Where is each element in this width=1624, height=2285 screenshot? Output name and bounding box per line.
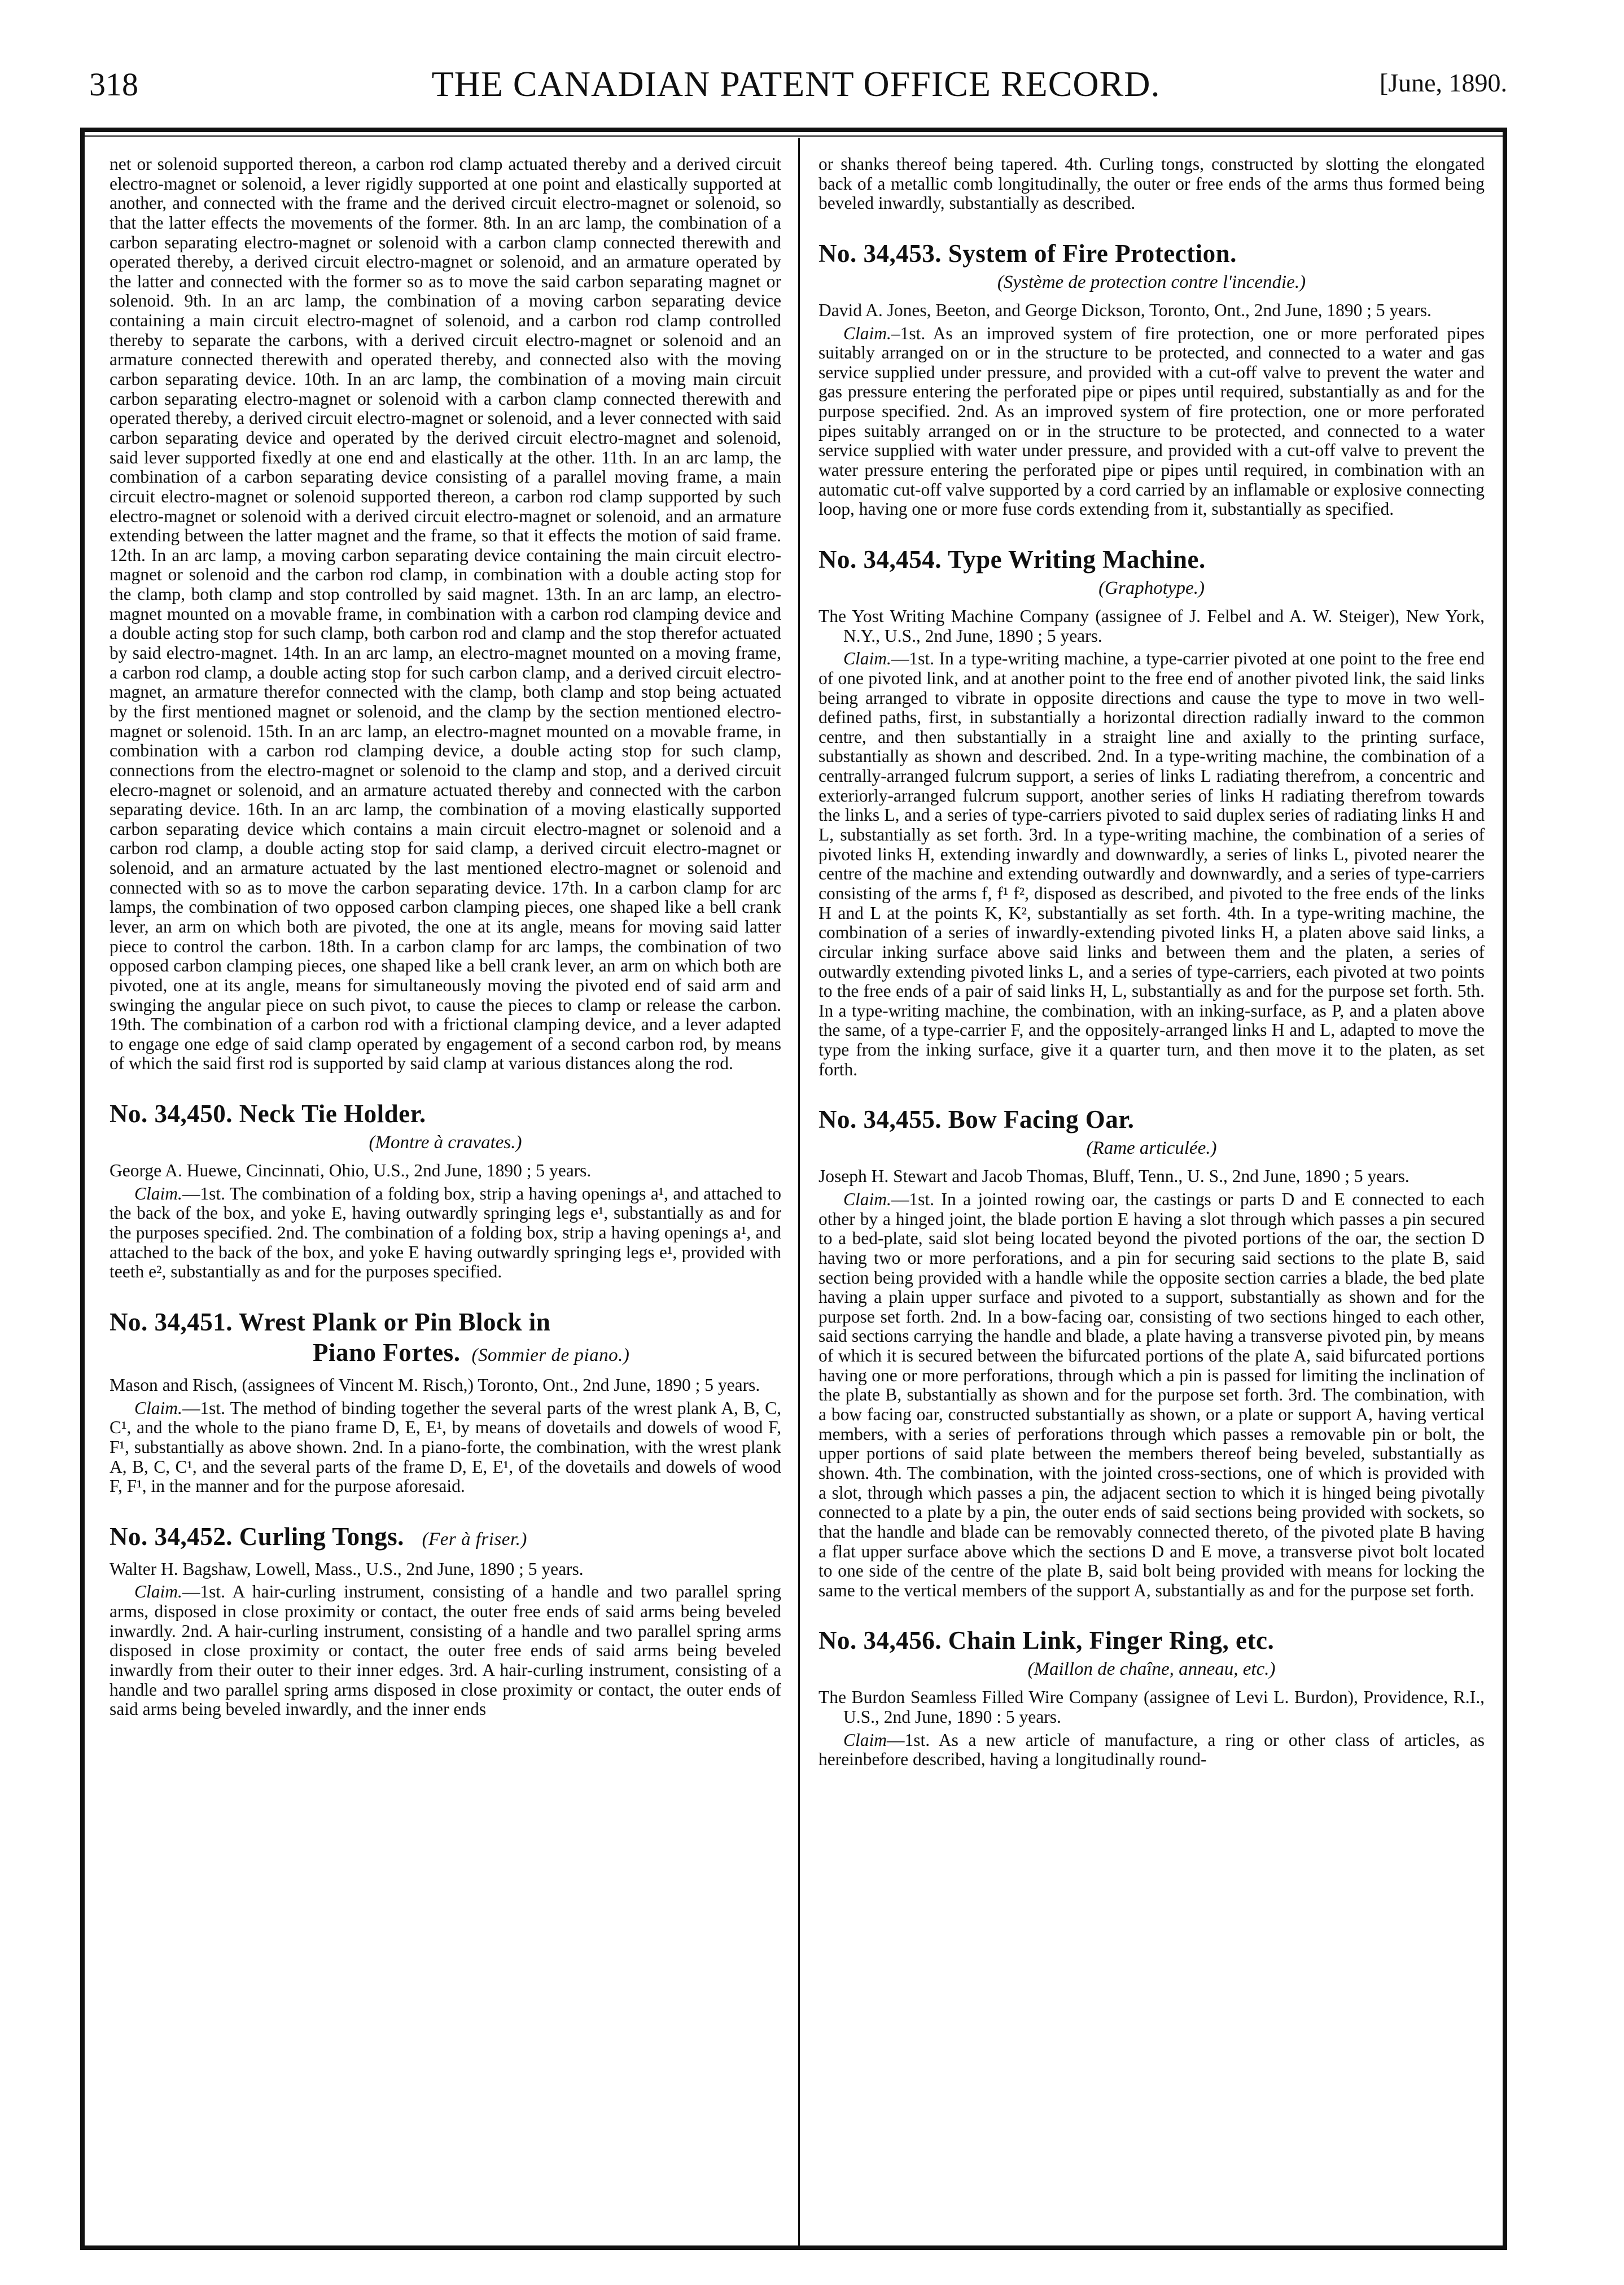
patent-title-line2: Piano Fortes. bbox=[313, 1338, 461, 1367]
french-title: (Sommier de piano.) bbox=[471, 1345, 630, 1365]
patentee: Mason and Risch, (assignees of Vincent M. Risch,) Toronto, Ont., 2nd June, 1890 ; 5 years. bbox=[110, 1374, 760, 1395]
continued-claims-text: net or solenoid supported thereon, a carbon rod clamp actuated thereby and a derived circuit electro-magnet or solenoid, a lever rigidly supported at one point and elastically supported at another, and connected with the frame and the derived circuit electro-magnet or solenoid, so that the latter effects the movements of the former. 8th. In an arc lamp, the combination of a carbon separating electro-magnet or solenoid with a carbon clamp connected therewith and operated thereby, a derived circuit electro-magnet or solenoid, and an armature operated by the latter and connected with the former so as to move the said carbon separating magnet or solenoid. 9th. In an arc lamp, the combination of a moving carbon separating device containing a main circuit electro-magnet of solenoid, and a carbon rod clamp controlled thereby to separate the carbons, with a derived circuit electro-magnet or solenoid and an armature connected therewith and operated thereby, and connected also with the moving carbon separating device. 10th. In an arc lamp, the combination of a moving main circuit carbon separating electro-magnet or solenoid with a carbon clamp connected therewith and operated thereby, a derived circuit electro-magnet or solenoid, and a lever connected with said carbon separating device and operated by the derived circuit electro-magnet and solenoid, said lever supported fixedly at one end and elastically at the other. 11th. In an arc lamp, the combination of a carbon separating device consisting of a parallel moving frame, a main circuit electro-magnet or solenoid supported thereon, a carbon rod clamp supported by such electro-magnet or solenoid with a derived circuit electro-magnet or solenoid, and an armature extending between the latter magnet and the frame, so that it effects the motion of said frame. 12th. In an arc lamp, a moving carbon separating device containing the main circuit electro-magnet or solenoid and the carbon rod clamp, in combination with a double acting stop for the clamp, both clamp and stop controlled by said magnet. 13th. In an arc lamp, an electro-magnet mounted on a movable frame, in combination with a carbon rod clamping device and a double acting stop for such clamp, both carbon rod and clamp and the stop therefor actuated by said electro-magnet. 14th. In an arc lamp, an electro-magnet mounted on a moving frame, a carbon rod clamp, a double acting stop for such carbon clamp, and a derived circuit electro-magnet, an armature therefor connected with the clamp, both clamp and stop being actuated by the first mentioned magnet or solenoid, and the clamp by the section mentioned electro-magnet or solenoid. 15th. In an arc lamp, an electro-magnet mounted on a movable frame, in combination with a carbon rod clamping device, a double acting stop for such clamp, connections from the electro-magnet or solenoid to the clamp and stop, and a derived circuit elecro-magnet or solenoid, and an armature actuated thereby and connected with the carbon separating device. 16th. In an arc lamp, the combination of a moving elastically supported carbon separating device which contains a main circuit electro-magnet or solenoid and a carbon rod clamp, a double acting stop for said clamp, a derived circuit electro-magnet or solenoid, and an armature actuated by the last mentioned electro-magnet or solenoid and connected with so as to move the carbon separating device. 17th. In a carbon clamp for arc lamps, the combination of two opposed carbon clamping pieces, one shaped like a bell crank lever, an arm on which both are pivoted, the one at its angle, means for moving said latter piece to control the carbon. 18th. In a carbon clamp for arc lamps, the combination of two opposed carbon clamping pieces, one shaped like a bell crank lever, an arm on which both are pivoted, one at its angle, means for simultaneously moving the pivoted end of said arm and swinging the angular piece on such pivot, to cause the pieces to clamp or release the carbon. 19th. The combination of a carbon rod with a frictional clamping device, and a lever adapted to engage one edge of said clamp operated by engagement of a second carbon rod, by means of which the said first rod is supported by said clamp at various distances along the rod. bbox=[110, 155, 781, 1074]
entry-heading bbox=[110, 1098, 781, 1129]
patent-entry bbox=[818, 1625, 1485, 1770]
claim-label: Claim. bbox=[134, 1183, 182, 1203]
french-title: (Système de protection contre l'incendie.) bbox=[997, 272, 1306, 292]
claim-text bbox=[818, 324, 1485, 519]
patent-number: No. 34,452. bbox=[110, 1522, 233, 1551]
patent-title: Wrest Plank or Pin Block in bbox=[238, 1307, 551, 1336]
claim-label: Claim bbox=[843, 1730, 887, 1750]
patent-title: Curling Tongs. bbox=[239, 1522, 404, 1551]
patent-number: No. 34,451. bbox=[110, 1307, 233, 1336]
patent-entry bbox=[818, 544, 1485, 1079]
patentee: Joseph H. Stewart and Jacob Thomas, Bluff, Tenn., U. S., 2nd June, 1890 ; 5 years. bbox=[818, 1166, 1409, 1187]
claim-label: Claim. bbox=[843, 1189, 891, 1209]
page-frame bbox=[80, 128, 1507, 2250]
patentee: The Yost Writing Machine Company (assignee of J. Felbel and A. W. Steiger), New York, N.Y., U.S., 2nd June, 1890 ; 5 years. bbox=[818, 606, 1485, 646]
claim-body: —1st. As a new article of manufacture, a ring or other class of articles, as hereinbefore described, having a longitudinally round- bbox=[818, 1730, 1485, 1770]
patent-title: Bow Facing Oar. bbox=[948, 1105, 1135, 1134]
french-title: (Fer à friser.) bbox=[422, 1529, 527, 1549]
patent-title: Chain Link, Finger Ring, etc. bbox=[948, 1626, 1275, 1655]
claim-text bbox=[110, 1582, 781, 1719]
claim-body: –1st. As an improved system of fire protection, one or more perforated pipes suitably arranged on or in the structure to be protected, and connected to a water and gas service supplied under pressure, and provided with a cut-off valve to prevent the water and gas pressure entering the perforated pipe or pipes until required, substantially as and for the purpose specified. 2nd. As an improved system of fire protection, one or more perforated pipes suitably arranged on or in the structure to be protected, and connected to a water service supplied with water under pressure, and provided with a cut-off valve to prevent the water pressure entering the perforated pipe or pipes until required, in combination with an automatic cut-off valve supported by a cord carried by an inflamable or explosive connecting loop, having one or more fuse cords extending from it, substantially as specified. bbox=[818, 323, 1485, 519]
french-title: (Maillon de chaîne, anneau, etc.) bbox=[1027, 1659, 1276, 1680]
claim-label: Claim. bbox=[843, 323, 891, 343]
patent-number: No. 34,453. bbox=[818, 239, 942, 268]
patentee: George A. Huewe, Cincinnati, Ohio, U.S., 2nd June, 1890 ; 5 years. bbox=[110, 1161, 592, 1181]
patent-title-continued bbox=[110, 1337, 781, 1368]
patent-title: Type Writing Machine. bbox=[947, 545, 1206, 574]
claim-text bbox=[818, 1731, 1485, 1770]
entry-heading bbox=[818, 238, 1485, 269]
journal-title: THE CANADIAN PATENT OFFICE RECORD. bbox=[431, 64, 1161, 104]
claim-body: —1st. In a type-writing machine, a type-carrier pivoted at one point to the free end of one pivoted link, and at another point to the free end of another pivoted link, the said links being arranged to vibrate in opposite directions and cause the type to move in two well-defined paths, first, in substantially a horizontal direction radially inward to the common centre, and then substantially in a straight line and axially to the printing surface, substantially as shown and described. 2nd. In a type-writing machine, the combination of a centrally-arranged fulcrum support, a series of links L radiating therefrom, a concentric and exteriorly-arranged fulcrum support, another series of links H radiating therefrom towards the links L, and a series of type-carriers pivoted to said duplex series of radiating links H and L, substantially as set forth. 3rd. In a type-writing machine, the combination of a series of pivoted links H, extending inwardly and downwardly, a series of links L, pivoted nearer the centre of the machine and extending outwardly and downwardly, and a series of type-carriers consisting of the arms f, f¹ f², disposed as described, and pivoted to the free ends of the links H and L at the points K, K², substantially as set forth. 4th. In a type-writing machine, the combination of a series of inwardly-extending pivoted links H, a platen above said links, a circular inking surface above said links and between them and the platen, a series of outwardly extending pivoted links L, and a series of type-carriers, each pivoted at two points to the free ends of a pair of said links H, L, substantially as and for the purpose set forth. 5th. In a type-writing machine, the combination, with an inking-surface, as P, and a platen above the same, of a type-carrier F, and the oppositely-arranged links H and L, adapted to move the type from the inking surface, give it a quarter turn, and then move it to the platen, as set forth. bbox=[818, 649, 1485, 1079]
patent-entry bbox=[818, 238, 1485, 519]
left-column bbox=[110, 155, 781, 2221]
patent-title: System of Fire Protection. bbox=[948, 239, 1237, 268]
claim-text bbox=[818, 1190, 1485, 1600]
patent-entry bbox=[110, 1307, 781, 1496]
page-number: 318 bbox=[89, 66, 138, 103]
entry-heading bbox=[818, 544, 1485, 575]
french-title: (Rame articulée.) bbox=[1086, 1138, 1217, 1159]
patent-number: No. 34,456. bbox=[818, 1626, 942, 1655]
claim-text bbox=[110, 1399, 781, 1496]
entry-heading bbox=[818, 1625, 1485, 1656]
claim-text bbox=[818, 649, 1485, 1079]
issue-date: [June, 1890. bbox=[1379, 68, 1507, 97]
entry-heading bbox=[110, 1521, 781, 1552]
claim-label: Claim. bbox=[134, 1398, 182, 1418]
claim-body: —1st. A hair-curling instrument, consisting of a handle and two parallel spring arms, disposed in close proximity or contact, the outer free ends of said arms being beveled inwardly. 2nd. A hair-curling instrument, consisting of a handle and two parallel spring arms disposed in close proximity or contact, the outer free ends of said arms being beveled inwardly from their outer to their inner edges. 3rd. A hair-curling instrument, consisting of a handle and two parallel spring arms disposed in close proximity or contact, the outer ends of said arms being beveled inwardly, and the inner ends bbox=[110, 1582, 781, 1719]
entry-heading bbox=[818, 1104, 1485, 1135]
claim-body: —1st. In a jointed rowing oar, the castings or parts D and E connected to each other by a hinged joint, the blade portion E having a slot through which passes a pin secured to a bed-plate, said slot being located beyond the pivoted portions of the oar, the section D having two or more perforations, and a pin for securing said sections to the plate B, said section being provided with a handle while the opposite section carries a blade, the bed plate having a plain upper surface and pivoted to a support, substantially as shown and for the purpose set forth. 2nd. In a bow-facing oar, consisting of two sections hinged to each other, said sections carrying the handle and blade, a plate having a transverse pivoted pin, by means of which it is secured between the bifurcated portions of the plate A, said bifurcated portions having one or more perforations, through which a pin is passed for limiting the inclination of the plate B, substantially as shown and for the purpose set forth. 3rd. The combination, with a bow facing oar, constructed substantially as shown, or a plate or support A, having vertical members, with a series of perforations through which passes a removable pin or bolt, the upper portions of said plate between the members thereof being beveled, substantially as shown. 4th. The combination, with the jointed cross-sections, one of which is provided with a slot, through which passes a pin, the adjacent section to which it is hinged being pivotally connected to a plate by a pin, the outer ends of said sections being provided with sockets, so that the handle and blade can be removably connected thereto, of the pivoted plate B having a flat upper surface above which the sections D and E move, a transverse pivot bolt located to one side of the centre of the plate B, said bolt being provided with means for locking the same to the vertical members of the support A, substantially as and for the purpose set forth. bbox=[818, 1189, 1485, 1600]
patent-title: Neck Tie Holder. bbox=[239, 1100, 426, 1128]
column-rule bbox=[798, 138, 800, 2245]
claim-body: —1st. The method of binding together the several parts of the wrest plank A, B, C, C¹, and the whole to the piano frame D, E, E¹, by means of dovetails and dowels of wood F, F¹, substantially as above shown. 2nd. In a piano-forte, the combination, with the wrest plank A, B, C, C¹, and the several parts of the frame D, E, E¹, of the dovetails and dowels of wood F, F¹, in the manner and for the purpose aforesaid. bbox=[110, 1398, 781, 1496]
patentee: David A. Jones, Beeton, and George Dickson, Toronto, Ont., 2nd June, 1890 ; 5 years. bbox=[818, 300, 1432, 320]
continued-claims-text: or shanks thereof being tapered. 4th. Curling tongs, constructed by slotting the elongated back of a metallic comb longitudinally, the outer or free ends of the arms thus formed being beveled inwardly, substantially as described. bbox=[818, 155, 1485, 213]
patent-entry bbox=[110, 1098, 781, 1282]
claim-label: Claim. bbox=[134, 1582, 182, 1602]
patent-number: No. 34,454. bbox=[818, 545, 942, 574]
patentee: The Burdon Seamless Filled Wire Company (assignee of Levi L. Burdon), Providence, R.I., U.S., 2nd June, 1890 : 5 years. bbox=[818, 1687, 1485, 1727]
claim-body: —1st. The combination of a folding box, strip a having openings a¹, and attached to the back of the box, and yoke E, having outwardly springing legs e¹, substantially as and for the purposes specified. 2nd. The combination of a folding box, strip a having openings a¹, and attached to the back of the box, and yoke E having outwardly springing legs e¹, provided with teeth e², substantially as and for the purposes specified. bbox=[110, 1183, 781, 1282]
claim-label: Claim. bbox=[843, 649, 891, 669]
patent-number: No. 34,455. bbox=[818, 1105, 942, 1134]
right-column bbox=[818, 155, 1485, 2221]
entry-heading bbox=[110, 1307, 781, 1368]
running-head bbox=[85, 61, 1507, 112]
patentee: Walter H. Bagshaw, Lowell, Mass., U.S., 2nd June, 1890 ; 5 years. bbox=[110, 1559, 584, 1579]
claim-text bbox=[110, 1184, 781, 1282]
french-title: (Graphotype.) bbox=[1098, 577, 1205, 598]
patent-entry bbox=[818, 1104, 1485, 1600]
french-title: (Montre à cravates.) bbox=[369, 1132, 522, 1153]
patent-number: No. 34,450. bbox=[110, 1100, 233, 1128]
patent-entry bbox=[110, 1521, 781, 1719]
